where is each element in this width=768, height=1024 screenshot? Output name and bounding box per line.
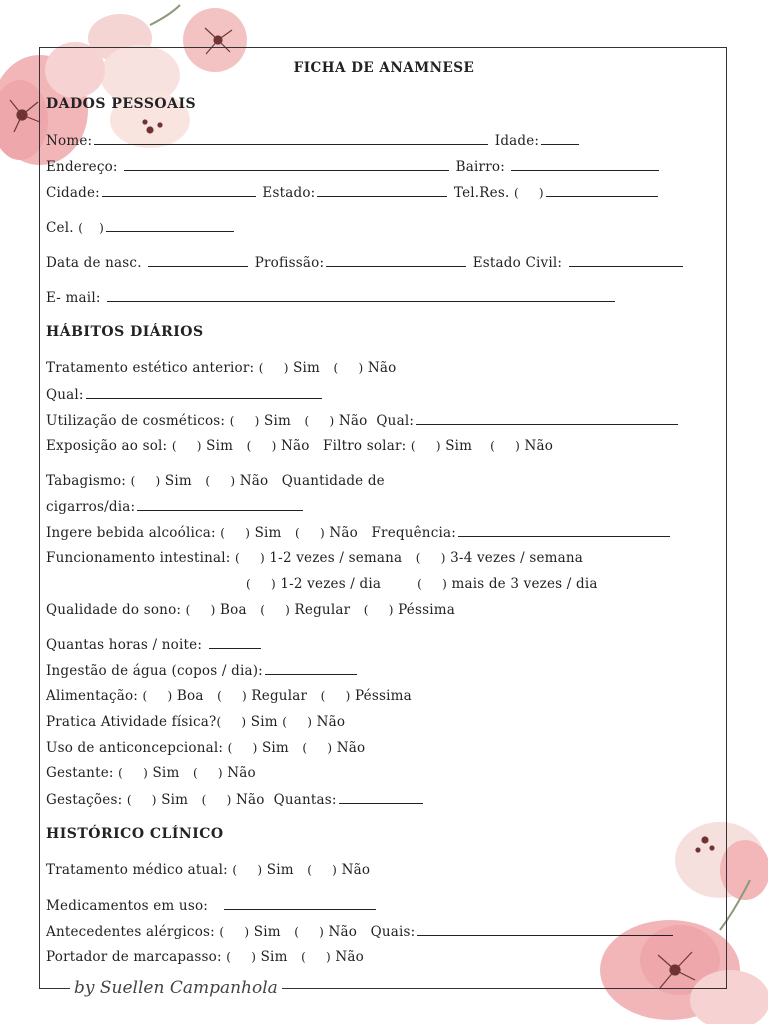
estado-label: Estado: <box>262 185 316 201</box>
horas-noite-label: Quantas horas / noite: <box>46 637 203 653</box>
row-cidade <box>46 184 660 201</box>
opt-12-dia: 1-2 vezes / dia <box>280 576 382 592</box>
row-alergicos <box>46 923 675 940</box>
row-nome <box>46 132 581 149</box>
opt-12-semana: 1-2 vezes / semana <box>269 550 403 566</box>
opt-nao: Não <box>341 862 371 878</box>
row-horas-noite <box>46 636 263 653</box>
agua-field[interactable] <box>265 662 357 675</box>
filtro-label: Filtro solar: <box>323 438 407 454</box>
tratamento-medico-sim-check[interactable]: ( ) <box>232 863 263 877</box>
opt-sim: Sim <box>253 924 281 940</box>
opt-sim: Sim <box>266 862 294 878</box>
row-qual <box>46 386 324 403</box>
tabagismo-sim-check[interactable]: ( ) <box>130 474 161 488</box>
row-exposicao-sol <box>46 438 553 454</box>
data-nasc-label: Data de nasc. <box>46 255 142 271</box>
sono-regular-check[interactable]: ( ) <box>260 603 291 617</box>
idade-field[interactable] <box>541 132 579 145</box>
anticoncepcional-nao-check[interactable]: ( ) <box>302 741 333 755</box>
opt-pessima: Péssima <box>398 602 455 618</box>
opt-boa: Boa <box>176 688 204 704</box>
row-alimentacao <box>46 688 412 704</box>
anticoncepcional-sim-check[interactable]: ( ) <box>227 741 258 755</box>
row-intestinal-dia <box>246 576 598 592</box>
cosmeticos-label: Utilização de cosméticos: <box>46 413 226 429</box>
nome-label: Nome: <box>46 133 93 149</box>
email-field[interactable] <box>107 289 615 302</box>
estado-civil-field[interactable] <box>569 254 683 267</box>
intestinal-12-dia-check[interactable]: ( ) <box>246 577 276 591</box>
row-email <box>46 289 617 306</box>
opt-sim: Sim <box>445 438 473 454</box>
row-bebida <box>46 524 672 541</box>
filtro-nao-check[interactable]: ( ) <box>490 439 520 453</box>
opt-nao: Não <box>235 792 265 808</box>
gestacoes-label: Gestações: <box>46 792 123 808</box>
alergicos-nao-check[interactable]: ( ) <box>294 925 325 939</box>
row-marcapasso <box>46 949 364 965</box>
alergicos-sim-check[interactable]: ( ) <box>219 925 250 939</box>
row-agua <box>46 662 359 679</box>
opt-nao: Não <box>329 525 358 541</box>
quantas-label: Quantas: <box>273 792 337 808</box>
opt-nao: Não <box>335 949 364 965</box>
opt-regular: Regular <box>251 688 308 704</box>
opt-sim: Sim <box>152 765 180 781</box>
row-cosmeticos <box>46 412 680 429</box>
cosmeticos-sim-check[interactable]: ( ) <box>229 414 260 428</box>
quantas-field[interactable] <box>339 791 423 804</box>
opt-sim: Sim <box>264 413 291 429</box>
sono-boa-check[interactable]: ( ) <box>185 603 216 617</box>
horas-noite-field[interactable] <box>209 636 261 649</box>
row-anticoncepcional <box>46 740 365 756</box>
row-nascimento <box>46 254 685 271</box>
cidade-label: Cidade: <box>46 185 100 201</box>
row-tabagismo <box>46 473 385 489</box>
opt-nao: Não <box>336 740 366 756</box>
profissao-field[interactable] <box>326 254 466 267</box>
frequencia-field[interactable] <box>458 524 670 537</box>
row-atividade <box>46 714 345 730</box>
bairro-field[interactable] <box>511 158 659 171</box>
quantidade-de-label: Quantidade de <box>281 473 385 489</box>
opt-nao: Não <box>328 924 358 940</box>
marcapasso-label: Portador de marcapasso: <box>46 949 222 965</box>
sono-pessima-check[interactable]: ( ) <box>363 603 394 617</box>
opt-mais3-dia: mais de 3 vezes / dia <box>451 576 598 592</box>
medicamentos-field[interactable] <box>224 897 376 910</box>
exposicao-nao-check[interactable]: ( ) <box>246 439 277 453</box>
exposicao-sim-check[interactable]: ( ) <box>171 439 202 453</box>
section-habitos-diarios: HÁBITOS DIÁRIOS <box>46 324 204 340</box>
tel-res-label: Tel.Res. <box>453 185 510 201</box>
intestinal-34-semana-check[interactable]: ( ) <box>415 551 446 565</box>
tratamento-medico-label: Tratamento médico atual: <box>46 862 228 878</box>
email-label: E- mail: <box>46 290 101 306</box>
opt-34-semana: 3-4 vezes / semana <box>450 550 584 566</box>
row-endereco <box>46 158 661 175</box>
opt-nao: Não <box>316 714 346 730</box>
estado-civil-label: Estado Civil: <box>472 255 563 271</box>
tratamento-medico-nao-check[interactable]: ( ) <box>307 863 338 877</box>
idade-label: Idade: <box>494 133 540 149</box>
qual-label: Qual: <box>376 413 415 429</box>
opt-sim: Sim <box>261 740 289 756</box>
row-gestante <box>46 765 256 781</box>
alimentacao-label: Alimentação: <box>46 688 139 704</box>
opt-sim: Sim <box>254 525 282 541</box>
cosmeticos-nao-check[interactable]: ( ) <box>304 414 335 428</box>
alergicos-label: Antecedentes alérgicos: <box>46 924 215 940</box>
opt-sim: Sim <box>250 714 278 730</box>
alimentacao-pessima-check[interactable]: ( ) <box>320 689 351 703</box>
atividade-label: Pratica Atividade física? <box>46 714 217 730</box>
opt-nao: Não <box>524 438 554 454</box>
tratamento-anterior-label: Tratamento estético anterior: <box>46 360 255 376</box>
section-historico-clinico: HISTÓRICO CLÍNICO <box>46 826 224 842</box>
opt-nao: Não <box>280 438 310 454</box>
opt-nao: Não <box>367 360 397 376</box>
row-cel <box>46 219 236 236</box>
cel-ddd-brackets[interactable]: ( ) <box>78 221 105 235</box>
frequencia-label: Frequência: <box>371 525 456 541</box>
cosmeticos-qual-field[interactable] <box>416 412 678 425</box>
nome-field[interactable] <box>94 132 488 145</box>
row-sono <box>46 602 455 618</box>
bebida-sim-check[interactable]: ( ) <box>220 526 251 540</box>
quais-label: Quais: <box>370 924 416 940</box>
cidade-field[interactable] <box>102 184 256 197</box>
tel-ddd-brackets[interactable]: ( ) <box>513 186 544 200</box>
intestinal-mais3-dia-check[interactable]: ( ) <box>417 577 447 591</box>
opt-sim: Sim <box>293 360 321 376</box>
bairro-label: Bairro: <box>455 159 505 175</box>
endereco-field[interactable] <box>124 158 449 171</box>
gestacoes-sim-check[interactable]: ( ) <box>126 793 157 807</box>
medicamentos-label: Medicamentos em uso: <box>46 898 209 914</box>
opt-sim: Sim <box>260 949 288 965</box>
gestacoes-nao-check[interactable]: ( ) <box>201 793 232 807</box>
anticoncepcional-label: Uso de anticoncepcional: <box>46 740 224 756</box>
opt-regular: Regular <box>294 602 351 618</box>
cigarros-field[interactable] <box>137 498 303 511</box>
cel-label: Cel. <box>46 220 74 236</box>
cigarros-label: cigarros/dia: <box>46 499 136 515</box>
opt-sim: Sim <box>164 473 192 489</box>
marcapasso-sim-check[interactable]: ( ) <box>226 950 257 964</box>
signature-watermark: by Suellen Campanhola <box>70 978 282 998</box>
agua-label: Ingestão de água (copos / dia): <box>46 663 263 679</box>
section-dados-pessoais: DADOS PESSOAIS <box>46 96 197 112</box>
exposicao-label: Exposição ao sol: <box>46 438 168 454</box>
cel-field[interactable] <box>106 219 234 232</box>
filtro-sim-check[interactable]: ( ) <box>410 439 441 453</box>
tabagismo-label: Tabagismo: <box>46 473 127 489</box>
alimentacao-boa-check[interactable]: ( ) <box>142 689 173 703</box>
sono-label: Qualidade do sono: <box>46 602 182 618</box>
gestante-nao-check[interactable]: ( ) <box>192 766 223 780</box>
row-cigarros <box>46 498 305 515</box>
form-title: FICHA DE ANAMNESE <box>293 60 475 76</box>
gestante-sim-check[interactable]: ( ) <box>118 766 148 780</box>
atividade-sim-check[interactable]: ( ) <box>216 715 247 729</box>
data-nasc-field[interactable] <box>148 254 248 267</box>
opt-nao: Não <box>239 473 269 489</box>
gestante-label: Gestante: <box>46 765 114 781</box>
opt-boa: Boa <box>220 602 247 618</box>
opt-sim: Sim <box>206 438 234 454</box>
intestinal-12-semana-check[interactable]: ( ) <box>235 551 265 565</box>
intestinal-label: Funcionamento intestinal: <box>46 550 231 566</box>
opt-nao: Não <box>227 765 256 781</box>
alimentacao-regular-check[interactable]: ( ) <box>217 689 247 703</box>
tabagismo-nao-check[interactable]: ( ) <box>205 474 236 488</box>
row-tratamento-anterior <box>46 360 396 376</box>
opt-pessima: Péssima <box>354 688 412 704</box>
bebida-nao-check[interactable]: ( ) <box>295 526 325 540</box>
tel-res-field[interactable] <box>546 184 658 197</box>
estado-field[interactable] <box>317 184 447 197</box>
opt-nao: Não <box>338 413 368 429</box>
row-intestinal <box>46 550 583 566</box>
quais-field[interactable] <box>417 923 673 936</box>
tratamento-anterior-sim-check[interactable]: ( ) <box>258 361 289 375</box>
endereco-label: Endereço: <box>46 159 118 175</box>
marcapasso-nao-check[interactable]: ( ) <box>301 950 331 964</box>
bebida-label: Ingere bebida alcoólica: <box>46 525 216 541</box>
row-tratamento-medico <box>46 862 370 878</box>
profissao-label: Profissão: <box>254 255 325 271</box>
tratamento-anterior-nao-check[interactable]: ( ) <box>333 361 364 375</box>
qual-field[interactable] <box>86 386 322 399</box>
row-medicamentos <box>46 897 378 914</box>
atividade-nao-check[interactable]: ( ) <box>282 715 313 729</box>
opt-sim: Sim <box>161 792 189 808</box>
qual-label: Qual: <box>46 387 84 403</box>
row-gestacoes <box>46 791 425 808</box>
